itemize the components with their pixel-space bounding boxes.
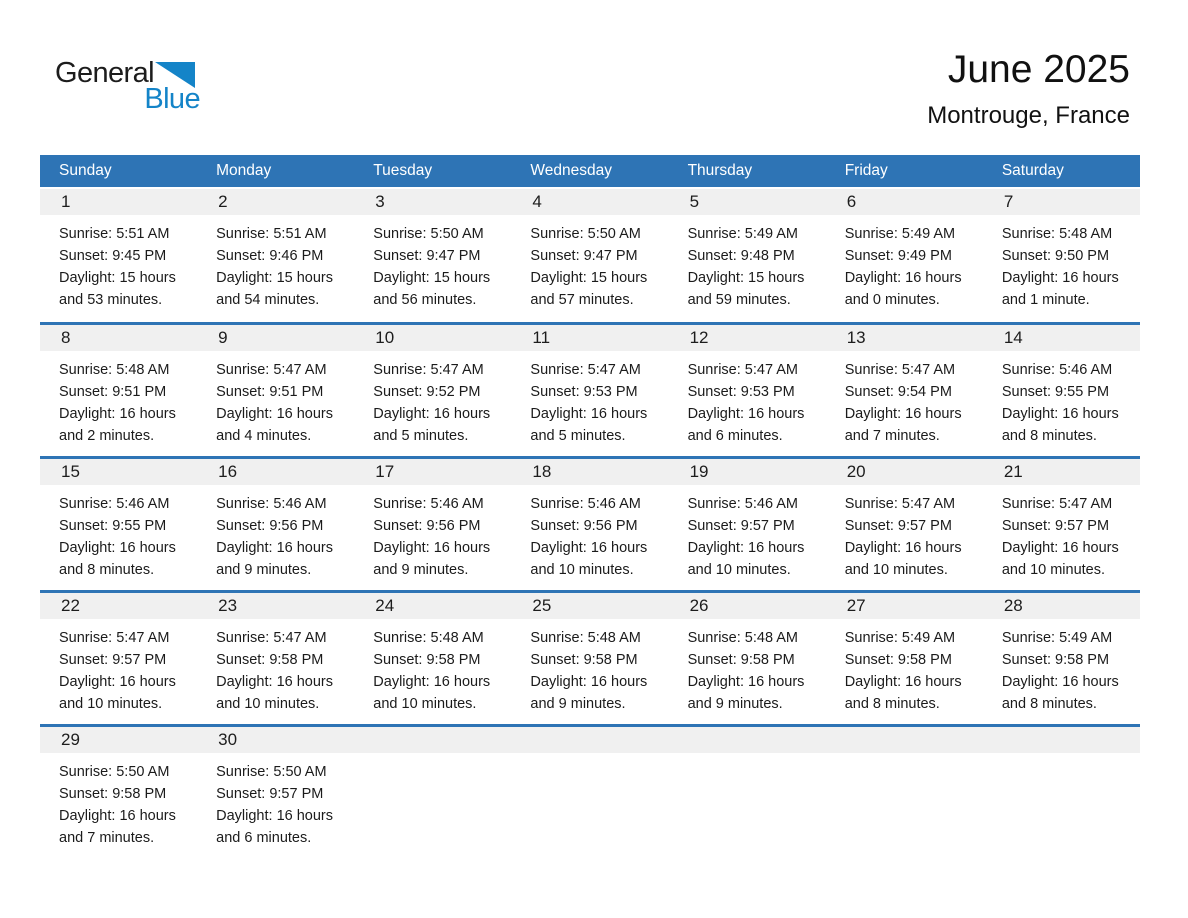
day-details (197, 485, 354, 581)
day-number: 25 (532, 596, 552, 615)
calendar-table (40, 155, 1140, 858)
sunset-text: Sunset: 9:47 PM (530, 248, 638, 264)
daylight-line1: Daylight: 16 hours (216, 406, 334, 422)
sunset-text: Sunset: 9:58 PM (530, 652, 638, 668)
daylight-line2: and 2 minutes. (59, 428, 155, 444)
sunset-text: Sunset: 9:55 PM (59, 518, 167, 534)
daylight-line1: Daylight: 16 hours (373, 406, 491, 422)
weekday-header-row (40, 155, 1140, 187)
day-details (197, 753, 354, 849)
sunset-text: Sunset: 9:58 PM (1001, 652, 1110, 668)
daylight-line2: and 9 minutes. (373, 562, 469, 578)
day-details (511, 351, 668, 447)
day-details (511, 485, 668, 581)
sunset-text: Sunset: 9:57 PM (216, 786, 324, 802)
daylight-line1: Daylight: 16 hours (216, 674, 334, 690)
sunrise-text: Sunrise: 5:48 AM (530, 630, 641, 646)
daylight-line2: and 9 minutes. (687, 696, 783, 712)
sunrise-text: Sunrise: 5:48 AM (687, 630, 798, 646)
day-cell (511, 593, 668, 715)
sunrise-text: Sunrise: 5:46 AM (687, 496, 798, 512)
sunset-text: Sunset: 9:50 PM (1001, 248, 1110, 264)
sunrise-text: Sunrise: 5:51 AM (216, 226, 327, 242)
day-cell (983, 593, 1140, 715)
sunset-text: Sunset: 9:48 PM (687, 248, 795, 264)
daylight-line1: Daylight: 16 hours (1001, 406, 1119, 422)
day-number: 18 (532, 462, 552, 481)
daylight-line2: and 53 minutes. (59, 292, 163, 308)
sunset-text: Sunset: 9:58 PM (373, 652, 481, 668)
daylight-line2: and 6 minutes. (687, 428, 783, 444)
day-number: 10 (375, 328, 395, 347)
daylight-line2: and 57 minutes. (530, 292, 634, 308)
general-blue-logo (55, 57, 201, 115)
sunrise-text: Sunrise: 5:47 AM (844, 496, 956, 512)
day-details (669, 351, 826, 447)
daylight-line1: Daylight: 16 hours (216, 808, 334, 824)
daylight-line1: Daylight: 16 hours (844, 270, 962, 286)
day-cell (354, 325, 511, 447)
daylight-line1: Daylight: 15 hours (530, 270, 648, 286)
daylight-line2: and 56 minutes. (373, 292, 477, 308)
day-cell (40, 593, 197, 715)
sunrise-text: Sunrise: 5:50 AM (59, 764, 170, 780)
empty-day-cell (354, 727, 511, 849)
daylight-line1: Daylight: 16 hours (1001, 674, 1119, 690)
sunrise-text: Sunrise: 5:47 AM (687, 362, 798, 378)
daylight-line1: Daylight: 16 hours (59, 674, 176, 690)
weekday-header-cell-friday: Friday (844, 162, 888, 179)
daylight-line2: and 4 minutes. (216, 428, 312, 444)
sunset-text: Sunset: 9:56 PM (373, 518, 481, 534)
empty-day-cell (826, 727, 983, 849)
logo-word-general: General (55, 57, 154, 89)
day-number: 24 (375, 596, 395, 615)
day-cell (197, 727, 354, 849)
daylight-line1: Daylight: 15 hours (216, 270, 334, 286)
day-details (826, 619, 983, 715)
day-details (983, 351, 1140, 447)
page-header (0, 0, 1188, 155)
sunrise-text: Sunrise: 5:51 AM (59, 226, 170, 242)
daylight-line1: Daylight: 16 hours (1001, 540, 1119, 556)
daylight-line1: Daylight: 16 hours (844, 540, 962, 556)
day-number: 6 (846, 192, 857, 211)
sunrise-text: Sunrise: 5:50 AM (373, 226, 484, 242)
daylight-line1: Daylight: 16 hours (1001, 270, 1119, 286)
day-cell (197, 189, 354, 311)
sunset-text: Sunset: 9:57 PM (844, 518, 952, 534)
week-row (40, 322, 1140, 456)
day-number: 11 (532, 328, 551, 347)
sunrise-text: Sunrise: 5:46 AM (59, 496, 170, 512)
day-cell (511, 189, 668, 311)
day-cell (40, 727, 197, 849)
daylight-line2: and 59 minutes. (687, 292, 791, 308)
empty-day-cell (511, 727, 668, 849)
daylight-line2: and 10 minutes. (687, 562, 791, 578)
day-number: 13 (846, 328, 866, 347)
location-subtitle: Montrouge, France (927, 102, 1130, 129)
day-number: 26 (689, 596, 709, 615)
day-cell (669, 459, 826, 581)
day-number: 20 (846, 462, 866, 481)
daylight-line2: and 5 minutes. (530, 428, 626, 444)
day-details (354, 351, 511, 447)
day-details (40, 215, 197, 311)
day-number: 19 (689, 462, 709, 481)
sunset-text: Sunset: 9:54 PM (844, 384, 952, 400)
daylight-line2: and 8 minutes. (59, 562, 155, 578)
day-details (40, 351, 197, 447)
sunrise-text: Sunrise: 5:46 AM (373, 496, 484, 512)
daylight-line1: Daylight: 16 hours (687, 540, 805, 556)
daylight-line2: and 8 minutes. (844, 696, 940, 712)
weekday-header-cell-monday: Monday (216, 162, 272, 179)
daylight-line1: Daylight: 16 hours (687, 674, 805, 690)
sunrise-text: Sunrise: 5:46 AM (1001, 362, 1113, 378)
sunset-text: Sunset: 9:47 PM (373, 248, 481, 264)
week-cells (40, 189, 1140, 311)
sunset-text: Sunset: 9:53 PM (530, 384, 638, 400)
day-details (40, 619, 197, 715)
sunset-text: Sunset: 9:56 PM (216, 518, 324, 534)
daylight-line1: Daylight: 16 hours (59, 540, 176, 556)
day-number: 17 (375, 462, 395, 481)
weekday-header-cell-wednesday: Wednesday (530, 162, 612, 179)
sunrise-text: Sunrise: 5:46 AM (530, 496, 641, 512)
daylight-line1: Daylight: 16 hours (373, 674, 491, 690)
sunrise-text: Sunrise: 5:49 AM (844, 226, 956, 242)
day-number: 2 (218, 192, 228, 211)
day-details (826, 351, 983, 447)
daylight-line1: Daylight: 16 hours (59, 808, 176, 824)
daylight-line1: Daylight: 16 hours (59, 406, 176, 422)
sunrise-text: Sunrise: 5:46 AM (216, 496, 327, 512)
day-cell (197, 593, 354, 715)
daylight-line1: Daylight: 16 hours (530, 540, 648, 556)
daylight-line1: Daylight: 16 hours (373, 540, 491, 556)
daylight-line2: and 1 minute. (1001, 292, 1090, 308)
sunrise-text: Sunrise: 5:47 AM (216, 630, 327, 646)
day-details (40, 485, 197, 581)
day-cell (983, 459, 1140, 581)
week-cells (40, 459, 1140, 581)
sunrise-text: Sunrise: 5:48 AM (1001, 226, 1113, 242)
daylight-line1: Daylight: 16 hours (844, 674, 962, 690)
day-number: 3 (375, 192, 385, 211)
day-cell (669, 189, 826, 311)
sunrise-text: Sunrise: 5:47 AM (844, 362, 956, 378)
empty-day-cell (669, 727, 826, 849)
sunset-text: Sunset: 9:58 PM (59, 786, 167, 802)
daylight-line1: Daylight: 15 hours (59, 270, 176, 286)
day-cell (511, 459, 668, 581)
day-details (511, 619, 668, 715)
sunrise-text: Sunrise: 5:47 AM (530, 362, 641, 378)
day-number: 23 (218, 596, 238, 615)
day-number: 21 (1003, 462, 1023, 481)
sunrise-text: Sunrise: 5:47 AM (216, 362, 327, 378)
month-title: June 2025 (947, 48, 1130, 91)
day-cell (669, 325, 826, 447)
day-cell (826, 325, 983, 447)
daylight-line2: and 7 minutes. (59, 830, 155, 846)
day-cell (40, 189, 197, 311)
daylight-line2: and 10 minutes. (59, 696, 163, 712)
daylight-line1: Daylight: 15 hours (687, 270, 805, 286)
calendar-weeks (40, 189, 1140, 858)
daylight-line2: and 0 minutes. (844, 292, 940, 308)
day-number: 16 (218, 462, 238, 481)
sunset-text: Sunset: 9:57 PM (59, 652, 167, 668)
week-cells (40, 727, 1140, 849)
day-cell (197, 459, 354, 581)
sunset-text: Sunset: 9:55 PM (1001, 384, 1110, 400)
daylight-line2: and 8 minutes. (1001, 428, 1097, 444)
sunrise-text: Sunrise: 5:48 AM (373, 630, 484, 646)
day-cell (354, 459, 511, 581)
daylight-line1: Daylight: 16 hours (844, 406, 962, 422)
weekday-header-cell-sunday: Sunday (59, 162, 112, 179)
daylight-line2: and 10 minutes. (530, 562, 634, 578)
sunrise-text: Sunrise: 5:48 AM (59, 362, 170, 378)
sunrise-text: Sunrise: 5:49 AM (1001, 630, 1113, 646)
empty-day-cell (983, 727, 1140, 849)
day-details (40, 753, 197, 849)
day-number: 12 (689, 328, 709, 347)
day-cell (354, 593, 511, 715)
day-cell (983, 325, 1140, 447)
day-details (197, 351, 354, 447)
sunset-text: Sunset: 9:57 PM (1001, 518, 1110, 534)
sunrise-text: Sunrise: 5:47 AM (59, 630, 170, 646)
day-cell (197, 325, 354, 447)
daylight-line2: and 8 minutes. (1001, 696, 1097, 712)
week-row (40, 590, 1140, 724)
sunset-text: Sunset: 9:49 PM (844, 248, 952, 264)
daylight-line2: and 10 minutes. (373, 696, 477, 712)
day-details (983, 215, 1140, 311)
day-details (669, 619, 826, 715)
day-details (669, 485, 826, 581)
day-number: 7 (1003, 192, 1014, 211)
day-number: 4 (532, 192, 542, 211)
day-cell (511, 325, 668, 447)
weekday-header-cell-thursday: Thursday (687, 162, 753, 179)
day-cell (826, 459, 983, 581)
day-details (983, 619, 1140, 715)
day-number: 15 (61, 462, 80, 481)
sunrise-text: Sunrise: 5:47 AM (1001, 496, 1113, 512)
day-cell (826, 593, 983, 715)
sunset-text: Sunset: 9:46 PM (216, 248, 324, 264)
sunrise-text: Sunrise: 5:50 AM (530, 226, 641, 242)
weekday-header-cell-saturday: Saturday (1001, 162, 1064, 179)
day-cell (983, 189, 1140, 311)
day-details (354, 485, 511, 581)
day-number: 27 (846, 596, 866, 615)
sunrise-text: Sunrise: 5:50 AM (216, 764, 327, 780)
sunset-text: Sunset: 9:58 PM (687, 652, 795, 668)
day-cell (826, 189, 983, 311)
day-number: 8 (61, 328, 71, 347)
day-number: 14 (1003, 328, 1023, 347)
week-cells (40, 325, 1140, 447)
daylight-line2: and 6 minutes. (216, 830, 312, 846)
daylight-line2: and 10 minutes. (844, 562, 948, 578)
sunset-text: Sunset: 9:51 PM (59, 384, 167, 400)
week-cells (40, 593, 1140, 715)
day-cell (669, 593, 826, 715)
day-details (511, 215, 668, 311)
day-cell (354, 189, 511, 311)
day-details (354, 215, 511, 311)
day-details (826, 215, 983, 311)
title-block (927, 46, 1130, 130)
daylight-line2: and 54 minutes. (216, 292, 320, 308)
day-number: 30 (218, 730, 238, 749)
day-details (197, 215, 354, 311)
daylight-line2: and 9 minutes. (530, 696, 626, 712)
day-details (669, 215, 826, 311)
sunset-text: Sunset: 9:58 PM (216, 652, 324, 668)
daylight-line1: Daylight: 16 hours (530, 674, 648, 690)
daylight-line1: Daylight: 16 hours (687, 406, 805, 422)
day-number: 29 (61, 730, 80, 749)
day-cell (40, 459, 197, 581)
day-number: 5 (689, 192, 700, 211)
daylight-line2: and 10 minutes. (1001, 562, 1106, 578)
sunrise-text: Sunrise: 5:49 AM (687, 226, 798, 242)
daylight-line2: and 9 minutes. (216, 562, 312, 578)
daylight-line1: Daylight: 15 hours (373, 270, 491, 286)
sunset-text: Sunset: 9:51 PM (216, 384, 324, 400)
daylight-line2: and 7 minutes. (844, 428, 940, 444)
sunset-text: Sunset: 9:56 PM (530, 518, 638, 534)
daylight-line1: Daylight: 16 hours (530, 406, 648, 422)
daylight-line2: and 10 minutes. (216, 696, 320, 712)
day-number: 1 (61, 192, 71, 211)
week-row (40, 189, 1140, 322)
sunset-text: Sunset: 9:52 PM (373, 384, 481, 400)
sunset-text: Sunset: 9:58 PM (844, 652, 952, 668)
sunset-text: Sunset: 9:53 PM (687, 384, 795, 400)
sunset-text: Sunset: 9:45 PM (59, 248, 167, 264)
daylight-line1: Daylight: 16 hours (216, 540, 334, 556)
day-number: 9 (218, 328, 228, 347)
sunrise-text: Sunrise: 5:47 AM (373, 362, 484, 378)
day-number: 28 (1003, 596, 1023, 615)
week-row (40, 724, 1140, 858)
day-cell (40, 325, 197, 447)
sunset-text: Sunset: 9:57 PM (687, 518, 795, 534)
logo-word-blue: Blue (144, 83, 200, 115)
week-row (40, 456, 1140, 590)
day-number: 22 (61, 596, 80, 615)
day-details (983, 485, 1140, 581)
day-details (826, 485, 983, 581)
day-details (197, 619, 354, 715)
day-details (354, 619, 511, 715)
daylight-line2: and 5 minutes. (373, 428, 469, 444)
sunrise-text: Sunrise: 5:49 AM (844, 630, 956, 646)
weekday-header-cell-tuesday: Tuesday (373, 162, 433, 179)
